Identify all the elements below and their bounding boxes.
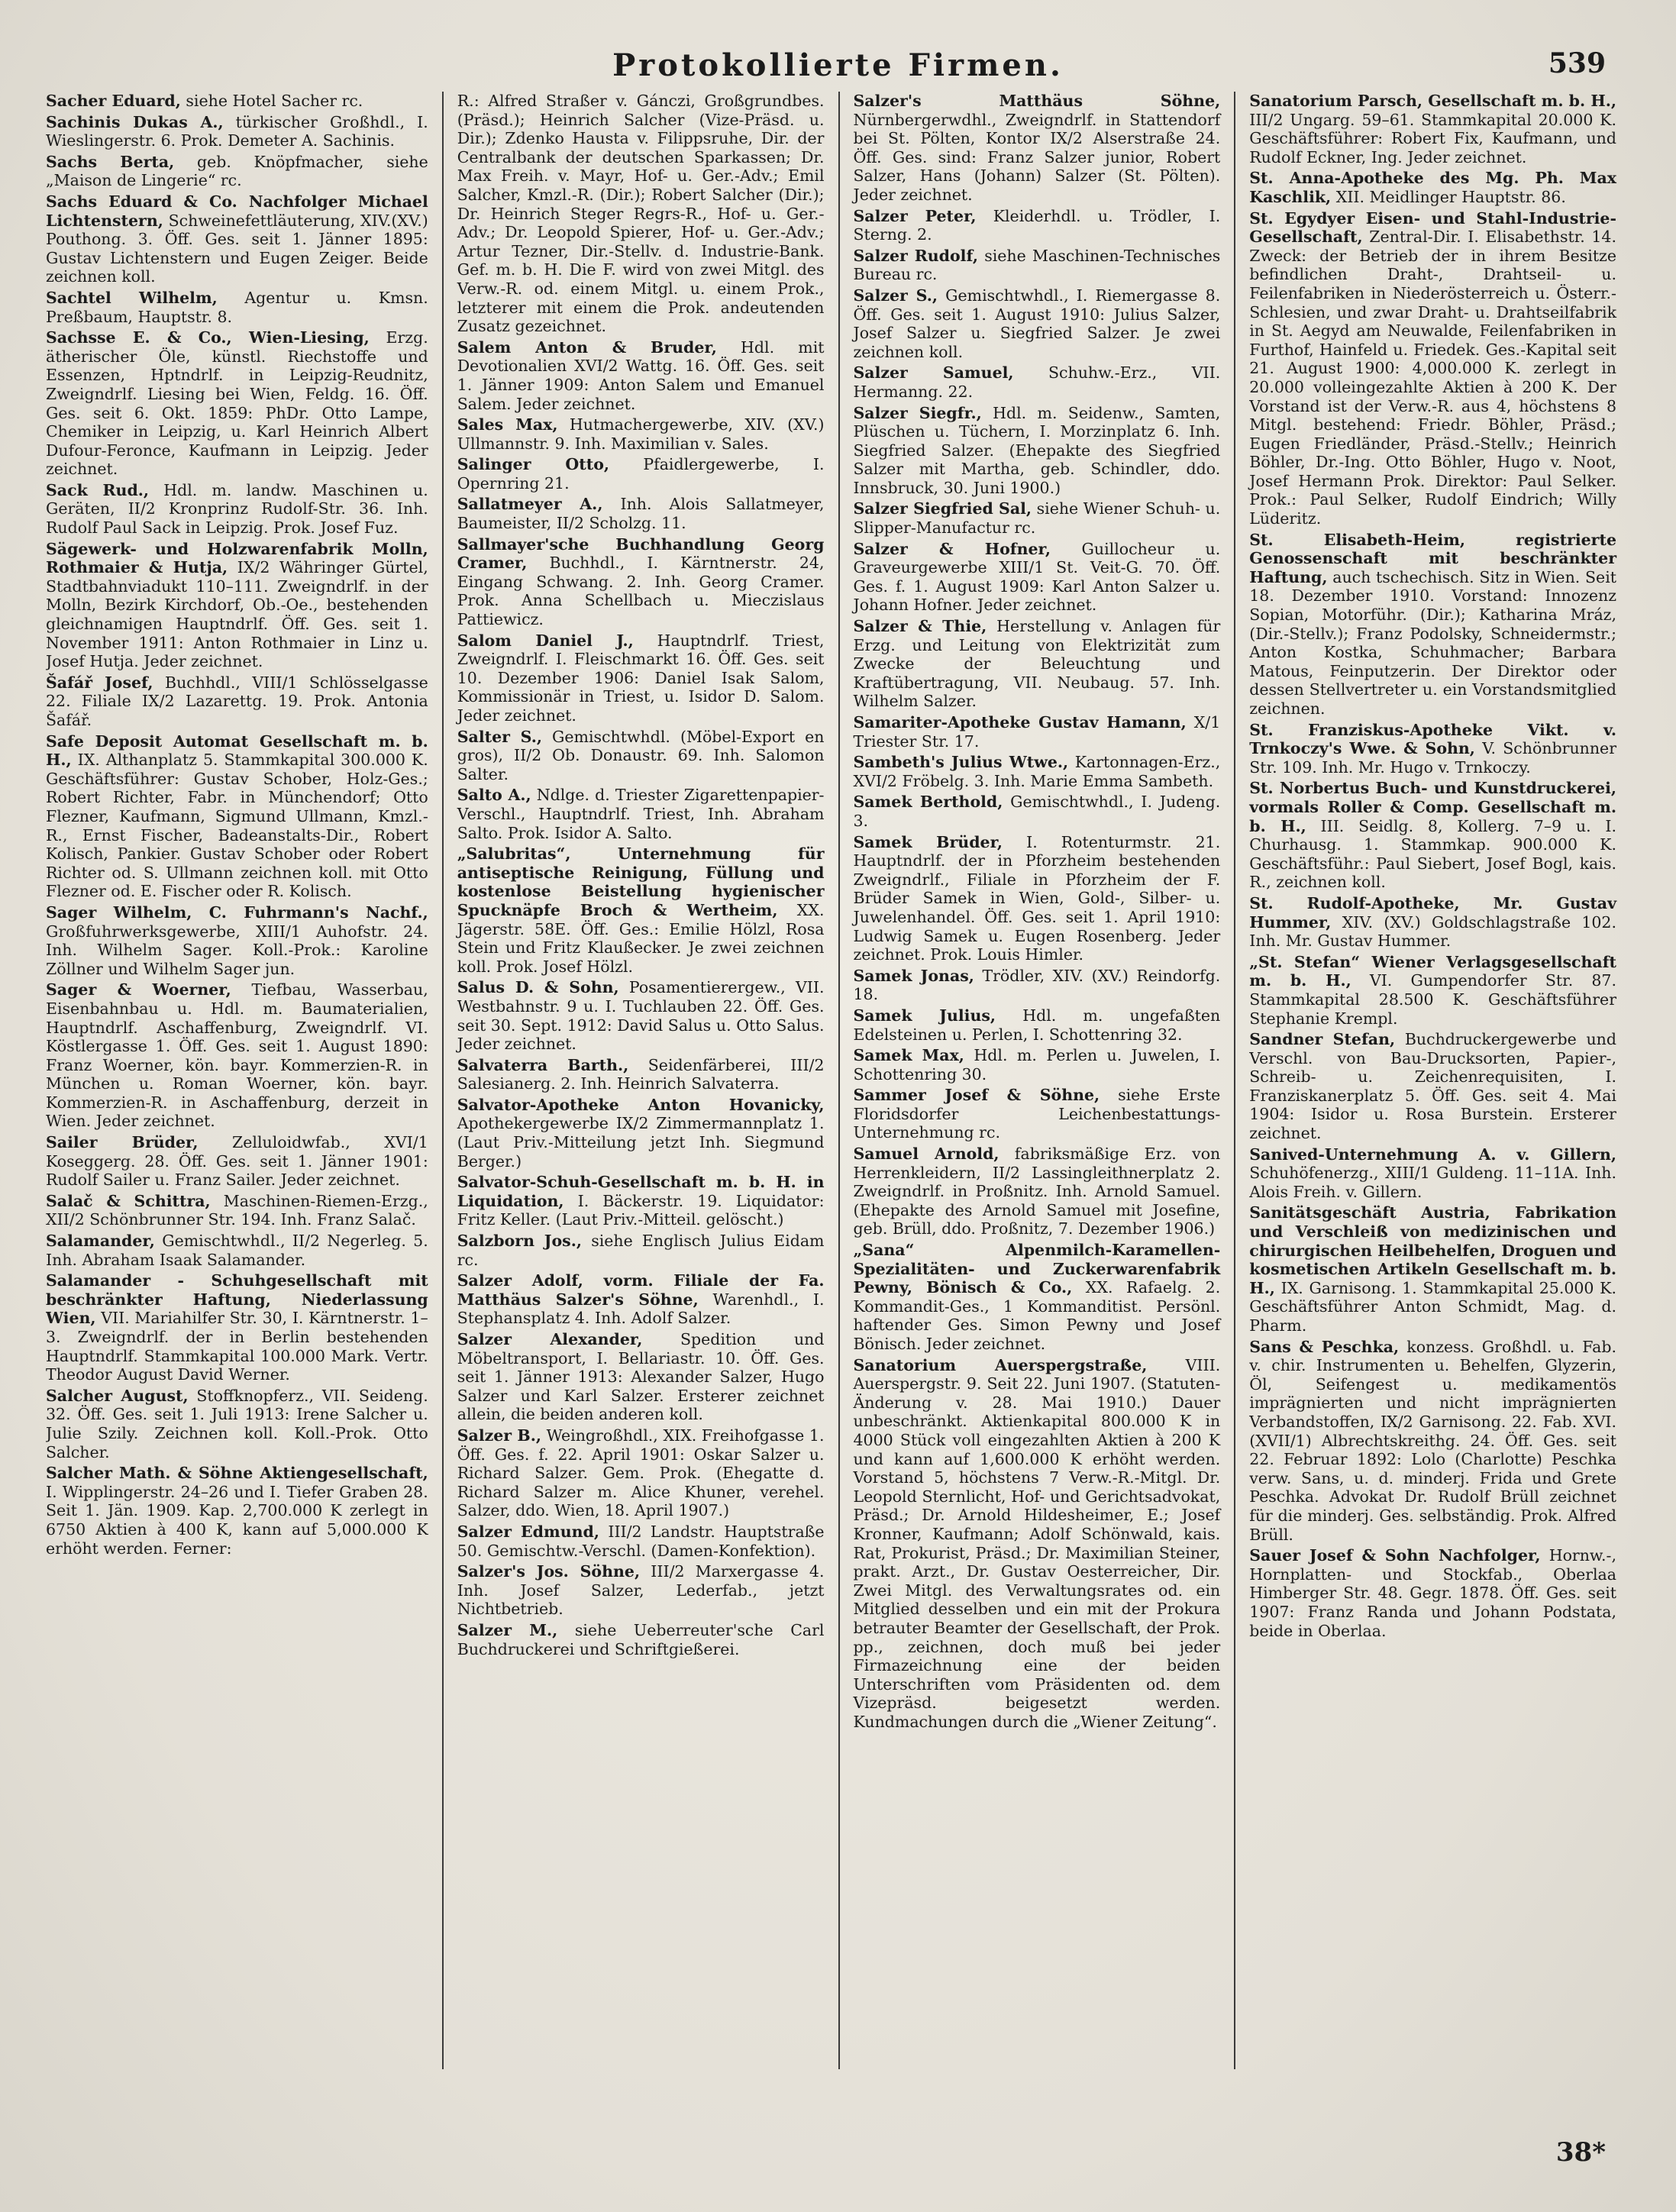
firm-details: III/2 Marxergasse 4. Inh. Josef Salzer, Lederfab., jetzt Nichtbetrieb. <box>457 1562 825 1619</box>
firm-name: Sägewerk- und Holzwarenfabrik Molln, Rothmaier & Hutja, <box>46 539 428 577</box>
firm-name: Salzer & Thie, <box>853 617 987 636</box>
firm-name: St. Anna-Apotheke des Mg. Ph. Max Kaschlik, <box>1249 169 1616 206</box>
firm-entry <box>854 1356 1221 1732</box>
firm-name: Salač & Schittra, <box>46 1191 211 1210</box>
firm-entry <box>457 415 825 453</box>
firm-entry <box>457 338 825 413</box>
firm-entry <box>854 404 1221 498</box>
firm-name: Salamander, <box>46 1232 155 1251</box>
firm-details: siehe Englisch Julius Eidam rc. <box>457 1232 825 1269</box>
firm-name: „Salubritas“, Unternehmung für antiseptische Reinigung, Füllung und kostenlose Beistellung hygienischer Spucknäpfe Broch & Wertheim, <box>457 844 825 919</box>
firm-name: Sallatmeyer A., <box>457 495 603 514</box>
firm-details: Inh. Alois Sallatmeyer, Baumeister, II/2 Scholzg. 11. <box>457 495 825 533</box>
firm-entry <box>854 247 1221 284</box>
firm-entry <box>46 980 428 1131</box>
firm-name: Sanatorium Parsch, Gesellschaft m. b. H., <box>1249 92 1616 110</box>
firm-name: Salzer Samuel, <box>853 363 1014 383</box>
firm-details: fabriksmäßige Erz. von Herrenkleidern, II/2 Lassingleithnerplatz 2. Zweigndrlf. in Proßnitz. Inh. Arnold Samuel. (Ehepakte des Arnold Samuel mit Josefine, geb. Brüll, ddo. Proßnitz, 7. Dezember 1906.) <box>853 1145 1221 1238</box>
firm-entry <box>46 481 428 538</box>
firm-details: Schuhöfenerzg., XIII/1 Guldeng. 11–11A. Inh. Alois Freih. v. Gillern. <box>1249 1164 1616 1201</box>
firm-entry <box>46 153 428 190</box>
firm-name: St. Rudolf-Apotheke, Mr. Gustav Hummer, <box>1249 893 1616 932</box>
firm-name: Sammer Josef & Söhne, <box>853 1086 1100 1105</box>
firm-details: türkischer Großhdl., I. Wieslingerstr. 6. Prok. Demeter A. Sachinis. <box>46 112 428 150</box>
firm-entry <box>1249 1203 1616 1335</box>
firm-entry <box>457 535 825 629</box>
firm-entry <box>1249 209 1616 528</box>
firm-name: Salvator-Schuh-Gesellschaft m. b. H. in Liquidation, <box>457 1173 825 1210</box>
firm-entry <box>1249 894 1616 951</box>
firm-details: Weingroßhdl., XIX. Freihofgasse 1. Öff. Ges. f. 22. April 1901: Oskar Salzer u. Richard Salzer. Gem. Prok. (Ehegatte d. Richard Salzer m. Alice Khuner, verehel. Salzer, ddo. Wien, 18. April 1907.) <box>457 1426 825 1520</box>
firm-name: Samek Max, <box>853 1046 964 1065</box>
firm-details: Gemischtwhdl., II/2 Negerleg. 5. Inh. Abraham Isaak Salamander. <box>46 1232 428 1269</box>
firm-entry <box>457 1271 825 1328</box>
firm-details: Posamentierergew., VII. Westbahnstr. 9 u. I. Tuchlauben 22. Öff. Ges. seit 30. Sept. 1912: David Salus u. Otto Salus. Jeder zeichnet. <box>457 978 825 1054</box>
firm-entry <box>854 833 1221 964</box>
firm-name: Safe Deposit Automat Gesellschaft m. b. H., <box>46 731 428 770</box>
firm-entry <box>46 1133 428 1190</box>
firm-details: XIV. (XV.) Goldschlagstraße 102. Inh. Mr. Gustav Hummer. <box>1249 912 1616 951</box>
firm-details: Gemischtwhdl., I. Riemergasse 8. Öff. Ges. seit 1. August 1910: Julius Salzer, Josef Salzer u. Siegfried Salzer. Je zwei zeichnen koll. <box>853 286 1221 361</box>
firm-name: Salto A., <box>457 786 531 805</box>
firm-name: St. Elisabeth-Heim, registrierte Genossenschaft mit beschränkter Haftung, <box>1249 530 1616 586</box>
firm-entry <box>457 1056 825 1093</box>
firm-entry <box>457 1523 825 1560</box>
firm-entry <box>457 978 825 1053</box>
firm-details: Buchdruckergewerbe und Verschl. von Bau-Drucksorten, Papier-, Schreib- u. Zeichenrequisiten, I. Franziskanerplatz 5. Öff. Ges. seit 4. Mai 1904: Isidor u. Rosa Burstein. Ersterer zeichnet. <box>1249 1030 1616 1143</box>
firm-name: Salom Daniel J., <box>457 631 634 650</box>
firm-name: Salzer Rudolf, <box>853 246 978 265</box>
firm-details: Ndlge. d. Triester Zigarettenpapier-Verschl., Hauptndrlf. Triest, Inh. Abraham Salto. Prok. Isidor A. Salto. <box>457 786 825 842</box>
firm-details: Maschinen-Riemen-Erzg., XII/2 Schönbrunner Str. 194. Inh. Franz Salač. <box>46 1191 428 1229</box>
firm-entry <box>1249 531 1616 718</box>
firm-details: IX. Althanplatz 5. Stammkapital 300.000 K. Geschäftsführer: Gustav Schober, Holz-Ges.; Robert Richter, Fabr. in Münchendorf; Otto Flezner, Kaufmann, Sigmund Ullmann, Kmzl.-R., Ernst Fischer, Badeanstalts-Dir., Robert Kolisch, Pankier. Gustav Schober oder Robert Richter od. S. Ullmann zeichnen koll. mit Otto Flezner od. E. Fischer oder R. Kolisch. <box>46 751 428 901</box>
firm-entry <box>46 192 428 286</box>
firm-entry <box>854 1145 1221 1238</box>
firm-entry <box>457 92 825 336</box>
firm-details: XII. Meidlinger Hauptstr. 86. <box>1335 187 1566 206</box>
firm-name: Sallmayer'sche Buchhandlung Georg Cramer, <box>457 534 825 573</box>
firm-entry <box>1249 1546 1616 1640</box>
firm-details: Spedition und Möbeltransport, I. Bellariastr. 10. Öff. Ges. seit 1. Jänner 1913: Alexander Salzer, Hugo Salzer und Karl Salzer. Ersterer zeichnet allein, die beiden anderen koll. <box>457 1330 825 1424</box>
firm-entry <box>854 753 1221 790</box>
firm-entry <box>457 455 825 492</box>
firm-details: Hornw.-, Hornplatten- und Stockfab., Oberlaa Himberger Str. 48. Gegr. 1878. Öff. Ges. seit 1907: Franz Randa und Johann Podstata, beide in Oberlaa. <box>1249 1546 1616 1640</box>
page-number: 539 <box>1548 47 1606 79</box>
firm-details: XX. Rafaelg. 2. Kommandit-Ges., 1 Kommanditist. Persönl. haftender Ges. Simon Pewny und Josef Bönisch. Jeder zeichnet. <box>853 1278 1221 1353</box>
firm-entry <box>457 1621 825 1658</box>
firm-details: Hauptndrlf. Triest, Zweigndrlf. I. Fleischmarkt 16. Öff. Ges. seit 10. Dezember 1906: Daniel Isak Salom, Kommissionär in Triest, u. Isidor D. Salom. Jeder zeichnet. <box>457 631 825 725</box>
page-title: Protokollierte Firmen. <box>612 47 1064 83</box>
firm-details: Gemischtwhdl. (Möbel-Export en gros), II/2 Ob. Donaustr. 69. Inh. Salomon Salter. <box>457 727 825 783</box>
firm-name: Sacher Eduard, <box>46 92 181 110</box>
firm-entry <box>457 1330 825 1424</box>
firm-entry <box>1249 779 1616 892</box>
column-2 <box>442 92 838 2069</box>
firm-details: VIII. Auerspergstr. 9. Seit 22. Juni 1907. (Statuten-Änderung v. 28. Mai 1910.) Dauer unbeschränkt. Aktienkapital 800.000 K in 4000 Stück voll eingezahlten Aktien à 200 K und kann auf 1,600.000 K erhöht werden. Vorstand 5, höchstens 7 Verw.-R.-Mitgl. Dr. Leopold Sternlicht, Hof- und Gerichtsadvokat, Präsd.; Dr. Arnold Hildesheimer, E.; Josef Kronner, Kaufmann; Adolf Schönwald, kais. Rat, Prokurist, Präsd.; Dr. Maximilian Steiner, prakt. Arzt., Dr. Gustav Oesterreicher, Dir. Zwei Mitgl. des Verwaltungsrates od. ein Mitglied desselben und ein mit der Prokura betrauter Beamter der Gesellschaft, der Prok. pp., zeichnen, doch muß bei jeder Firmazeichnung eine der beiden Unterschriften vom Präsidenten od. dem Vizepräsd. beigesetzt werden. Kundmachungen durch die „Wiener Zeitung“. <box>853 1355 1221 1731</box>
firm-entry <box>854 1006 1221 1044</box>
firm-details: X/1 Triester Str. 17. <box>853 713 1221 751</box>
firm-name: Salzer M., <box>457 1620 558 1639</box>
firm-entry <box>854 207 1221 244</box>
firm-name: Samuel Arnold, <box>853 1145 999 1164</box>
firm-details: Nürnbergerwdhl., Zweigndrlf. in Stattendorf bei St. Pölten, Kontor IX/2 Alserstraße 24. Öff. Ges. sind: Franz Salzer junior, Robert Salzer, Hans (Johann) Salzer (St. Pölten). Jeder zeichnet. <box>853 110 1221 204</box>
firm-details: Zentral-Dir. I. Elisabethstr. 14. Zweck: der Betrieb der in ihrem Besitze befindlichen Draht-, Drahtseil- u. Feilenfabriken in Niederösterreich u. Österr.-Schlesien, und zwar Draht- u. Drahtseilfabrik in St. Aegyd am Neuwalde, Feilenfabriken in Furthof, Hainfeld u. Friedek. Ges.-Kapital seit 21. August 1900: 4,000.000 K. zerlegt in 20.000 volleingezahlte Aktien à 200 K. Der Vorstand ist der Verw.-R. aus 4, höchstens 8 Mitgl. bestehend: Friedr. Böhler, Präsd.; Eugen Friedländer, Präsd.-Stellv.; Heinrich Böhler, Dr.-Ing. Otto Böhler, Hugo v. Noot, Josef Hermann Prok. Direktor: Paul Selker. Prok.: Paul Selker, Rudolf Eindrich; Willy Lüderitz. <box>1249 228 1616 528</box>
firm-details: Kleiderhdl. u. Trödler, I. Sterng. 2. <box>853 206 1221 244</box>
firm-name: Sachinis Dukas A., <box>46 112 224 131</box>
firm-details: Stoffknopferz., VII. Seideng. 32. Öff. Ges. seit 1. Juli 1913: Irene Salcher u. Julie Szily. Zeichnen koll. Koll.-Prok. Otto Salcher. <box>46 1386 428 1461</box>
firm-name: Sandner Stefan, <box>1249 1030 1396 1049</box>
firm-name: Salzer Siegfried Sal, <box>853 499 1032 518</box>
firm-entry <box>457 631 825 725</box>
firm-details: Seidenfärberei, III/2 Salesianerg. 2. Inh. Heinrich Salvaterra. <box>457 1055 825 1093</box>
firm-name: „Sana“ Alpenmilch-Karamellen-Spezialitäten- und Zuckerwarenfabrik Pewny, Bönisch & Co., <box>853 1241 1221 1297</box>
firm-name: Sack Rud., <box>46 480 150 499</box>
firm-entry <box>1249 1030 1616 1143</box>
firm-name: Salzer B., <box>457 1426 541 1445</box>
firm-entry <box>854 713 1221 751</box>
firm-details: Hdl. m. Seidenw., Samten, Plüschen u. Tüchern, I. Morzinplatz 6. Inh. Siegfried Salzer. (Ehepakte des Siegfried Salzer mit Martha, geb. Schindler, ddo. Innsbruck, 30. Juni 1900.) <box>853 403 1221 497</box>
firm-name: St. Egydyer Eisen- und Stahl-Industrie-Gesellschaft, <box>1249 208 1616 247</box>
firm-entry <box>854 540 1221 615</box>
firm-details: Hdl. m. ungefaßten Edelsteinen u. Perlen, I. Schottenring 32. <box>853 1006 1221 1044</box>
firm-name: Salzer Alexander, <box>457 1330 643 1348</box>
firm-entry <box>46 1464 428 1558</box>
firm-details: I. Rotenturmstr. 21. Hauptndrlf. der in Pforzheim bestehenden Zweigndrlf., Filiale in Pforzheim der F. Brüder Samek in Wien, Gold-, Silber- u. Juwelenhandel. Öff. Ges. seit 1. April 1910: Ludwig Samek u. Eugen Rosenberg. Jeder zeichnet. Prok. Louis Himler. <box>853 832 1221 964</box>
firm-name: Sager Wilhelm, C. Fuhrmann's Nachf., <box>46 903 428 922</box>
firm-name: Salzer & Hofner, <box>853 539 1051 558</box>
firm-name: St. Norbertus Buch- und Kunstdruckerei, vormals Roller & Comp. Gesellschaft m. b. H., <box>1249 779 1616 835</box>
firm-name: „St. Stefan“ Wiener Verlagsgesellschaft m. b. H., <box>1249 952 1616 990</box>
firm-details: Buchhdl., I. Kärntnerstr. 24, Eingang Schwang. 2. Inh. Georg Cramer. Prok. Anna Schellbach u. Mieczislaus Pattiewicz. <box>457 554 825 629</box>
firm-entry <box>46 328 428 479</box>
firm-details: siehe Erste Floridsdorfer Leichenbestattungs-Unternehmung rc. <box>853 1086 1221 1142</box>
firm-entry <box>457 1562 825 1619</box>
firm-name: Salzborn Jos., <box>457 1232 582 1251</box>
firm-entry <box>1249 721 1616 777</box>
firm-name: Samek Julius, <box>853 1006 996 1025</box>
firm-details: Tiefbau, Wasserbau, Eisenbahnbau u. Hdl. m. Baumaterialien, Hauptndrlf. Aschaffenburg, Zweigndrlf. VI. Köstlergasse 1. Öff. Ges. seit 1. August 1890: Franz Woerner, kön. bayr. Kommerzien-R. in München u. Roman Woerner, kön. bayr. Kommerzien-R. in Aschaffenburg, derzeit in Wien. Jeder zeichnet. <box>46 980 428 1131</box>
firm-details: IX. Garnisong. 1. Stammkapital 25.000 K. Geschäftsführer Anton Schmidt, Mag. d. Pharm. <box>1249 1278 1616 1335</box>
firm-name: Salus D. & Sohn, <box>457 978 619 997</box>
firm-details: Großfuhrwerksgewerbe, XIII/1 Auhofstr. 24. Inh. Wilhelm Sager. Koll.-Prok.: Karoline Zöllner und Wilhelm Sager jun. <box>46 922 428 978</box>
firm-details: Gemischtwhdl., I. Judeng. 3. <box>853 793 1221 830</box>
firm-entry <box>46 289 428 326</box>
firm-name: Sans & Peschka, <box>1249 1337 1400 1356</box>
firm-details: XX. Jägerstr. 58E. Öff. Ges.: Emilie Hölzl, Rosa Stein und Fritz Klaußecker. Je zwei zeichnen koll. Prok. Josef Hölzl. <box>457 900 825 976</box>
firm-name: Sachs Berta, <box>46 152 175 171</box>
firm-entry <box>46 1271 428 1384</box>
firm-details: VII. Mariahilfer Str. 30, I. Kärntnerstr. 1–3. Zweigndrlf. der in Berlin bestehenden Hauptndrlf. Stammkapital 100.000 Mark. Vertr. Theodor August David Werner. <box>46 1309 428 1384</box>
firm-entry <box>854 499 1221 537</box>
firm-entry <box>457 786 825 842</box>
firm-name: Samariter-Apotheke Gustav Hamann, <box>853 713 1187 731</box>
firm-details: Warenhdl., I. Stephansplatz 4. Inh. Adolf Salzer. <box>457 1290 825 1328</box>
firm-entry <box>457 728 825 784</box>
firm-entry <box>46 92 428 111</box>
firm-details: Hdl. mit Devotionalien XVI/2 Wattg. 16. Öff. Ges. seit 1. Jänner 1909: Anton Salem und Emanuel Salem. Jeder zeichnet. <box>457 337 825 413</box>
column-3 <box>838 92 1235 2069</box>
firm-name: Sachsse E. & Co., Wien-Liesing, <box>46 328 370 347</box>
firm-name: Salvator-Apotheke Anton Hovanicky, <box>457 1095 825 1114</box>
firm-name: Salcher Math. & Söhne Aktiengesellschaft, <box>46 1464 428 1483</box>
firm-details: V. Schönbrunner Str. 109. Inh. Mr. Hugo v. Trnkoczy. <box>1249 739 1616 777</box>
firm-entry <box>1249 1145 1616 1202</box>
firm-details: siehe Wiener Schuh- u. Slipper-Manufactur rc. <box>853 499 1221 538</box>
firm-entry <box>457 1426 825 1520</box>
firm-details: geb. Knöpfmacher, siehe „Maison de Lingerie“ rc. <box>46 152 428 190</box>
firm-details: I. Wipplingerstr. 24–26 und I. Tiefer Graben 28. Seit 1. Jän. 1909. Kap. 2,700.000 K zerlegt in 6750 Aktien à 400 K, kann auf 5,000.000 K erhöht werden. Ferner: <box>46 1482 428 1558</box>
firm-details: IX/2 Währinger Gürtel, Stadtbahnviadukt 110–111. Zweigndrlf. in der Molln, Bezirk Kirchdorf, Ob.-Oe., bestehenden gleichnamigen Hauptndrlf. Öff. Ges. seit 1. November 1911: Anton Rothmaier in Linz u. Josef Hutja. Jeder zeichnet. <box>46 558 428 671</box>
firm-details: Hdl. m. Perlen u. Juwelen, I. Schottenring 30. <box>853 1046 1221 1083</box>
firm-entry <box>1249 953 1616 1028</box>
firm-name: Sauer Josef & Sohn Nachfolger, <box>1249 1546 1541 1565</box>
firm-details: konzess. Großhdl. u. Fab. v. chir. Instrumenten u. Behelfen, Glyzerin, Öl, Seifengest u. medikamentös imprägnierten und nicht imprägnierten Verbandstoffen, IX/2 Garnisong. 22. Fab. XVI. (XVII/1) Albrechtskreithg. 24. Öff. Ges. seit 22. Februar 1892: Lolo (Charlotte) Peschka verw. Sans, u. d. minderj. Frida und Grete Peschka. Advokat Dr. Rudolf Brüll zeichnet für die minderj. Ges. selbständig. Prok. Alfred Brüll. <box>1249 1337 1616 1544</box>
firm-name: Šafář Josef, <box>46 673 153 692</box>
firm-entry <box>457 844 825 976</box>
firm-details: siehe Hotel Sacher rc. <box>186 92 363 110</box>
firm-name: St. Franziskus-Apotheke Vikt. v. Trnkoczy's Wwe. & Sohn, <box>1249 720 1616 758</box>
firm-name: Sambeth's Julius Wtwe., <box>853 753 1069 772</box>
firm-details: siehe Ueberreuter'sche Carl Buchdruckerei und Schriftgießerei. <box>457 1620 825 1658</box>
firm-name: Sales Max, <box>457 415 558 434</box>
firm-name: Samek Berthold, <box>853 793 1003 812</box>
firm-entry <box>46 1387 428 1461</box>
firm-entry <box>854 363 1221 401</box>
firm-details: Kartonnagen-Erz., XVI/2 Fröbelg. 3. Inh. Marie Emma Sambeth. <box>853 753 1221 790</box>
firm-details: Erzg. ätherischer Öle, künstl. Riechstoffe und Essenzen, Hptndrlf. in Leipzig-Reudnitz, Zweigndrlf. Liesing bei Wien, Feldg. 16. Öff. Ges. seit 6. Okt. 1859: PhDr. Otto Lampe, Chemiker in Leipzig, u. Karl Heinrich Albert Dufour-Feronce, Kaufmann in Leipzig. Jeder zeichnet. <box>46 328 428 479</box>
firm-details: R.: Alfred Straßer v. Gánczi, Großgrundbes. (Präsd.); Heinrich Salcher (Vize-Präsd. u. Dir.); Zdenko Hausta v. Filippsruhe, Dir. der Centralbank der deutschen Sparkassen; Dr. Max Freih. v. Mayr, Hof- u. Ger.-Adv.; Emil Salcher, Kmzl.-R. (Dir.); Robert Salcher (Dir.); Dr. Heinrich Steger Regrs-R., Hof- u. Ger.-Adv.; Dr. Leopold Spierer, Hof- u. Ger.-Adv.; Artur Tezner, Dir.-Stellv. d. Industrie-Bank. Gef. m. b. H. Die F. wird von zwei Mitgl. des Verw.-R. od. einem Mitgl. u. einem Prok., letzterer mit einem die Prok. andeutenden Zusatz gezeichnet. <box>457 92 825 336</box>
firm-entry <box>457 1232 825 1269</box>
firm-details: III/2 Landstr. Hauptstraße 50. Gemischtw.-Verschl. (Damen-Konfektion). <box>457 1522 825 1560</box>
firm-name: Salcher August, <box>46 1386 189 1405</box>
firm-name: Salem Anton & Bruder, <box>457 337 717 357</box>
column-1 <box>46 92 442 2069</box>
firm-details: Zelluloidwfab., XVI/1 Koseggerg. 28. Öff. Ges. seit 1. Jänner 1901: Rudolf Sailer u. Franz Sailer. Jeder zeichnet. <box>46 1133 428 1190</box>
firm-details: Hutmachergewerbe, XIV. (XV.) Ullmannstr. 9. Inh. Maximilian v. Sales. <box>457 415 825 453</box>
firm-name: Sachs Eduard & Co. Nachfolger Michael Lichtenstern, <box>46 192 428 230</box>
firm-entry <box>46 903 428 978</box>
firm-entry <box>46 113 428 150</box>
firm-name: Salamander - Schuhgesellschaft mit beschränkter Haftung, Niederlassung Wien, <box>46 1271 428 1328</box>
firm-details: Trödler, XIV. (XV.) Reindorfg. 18. <box>853 966 1221 1004</box>
firm-details: siehe Maschinen-Technisches Bureau rc. <box>853 246 1221 284</box>
firm-entry <box>1249 92 1616 166</box>
firm-entry <box>46 1232 428 1269</box>
firm-name: Salzer's Jos. Söhne, <box>457 1562 641 1581</box>
firm-details: auch tschechisch. Sitz in Wien. Seit 18. Dezember 1910. Vorstand: Innozenz Sopian, Motorführ. (Dir.); Katharina Mráz, (Dir.-Stellv.); Franz Podolsky, Schneidermstr.; Anton Kostka, Schuhmacher; Barbara Matous, Feinputzerin. Der Direktor oder dessen Stellvertreter u. ein Vorstandsmitglied zeichnen. <box>1249 567 1616 718</box>
firm-name: Salzer's Matthäus Söhne, <box>853 92 1221 110</box>
firm-details: Pfaidlergewerbe, I. Opernring 21. <box>457 455 825 492</box>
firm-name: Samek Brüder, <box>853 832 1003 851</box>
firm-entry <box>457 1173 825 1229</box>
firm-details: Agentur u. Kmsn. Preßbaum, Hauptstr. 8. <box>46 288 428 326</box>
firm-name: Salvaterra Barth., <box>457 1055 629 1074</box>
firm-details: Schuhw.-Erz., VII. Hermanng. 22. <box>853 363 1221 401</box>
firm-details: Schweinefettläuterung, XIV.(XV.) Pouthong. 3. Öff. Ges. seit 1. Jänner 1895: Gustav Lichtenstern und Eugen Zeiger. Beide zeichnen koll. <box>46 211 428 286</box>
firm-entry <box>46 673 428 730</box>
firm-entry <box>854 1046 1221 1083</box>
firm-details: Buchhdl., VIII/1 Schlösselgasse 22. Filiale IX/2 Lazarettg. 19. Prok. Antonia Šafář. <box>46 673 428 729</box>
firm-name: Salzer Edmund, <box>457 1522 599 1541</box>
firm-name: Sanitätsgeschäft Austria, Fabrikation und Verschleiß von medizinischen und chirurgischen Heilbehelfen, Droguen und kosmetischen Artikeln Gesellschaft m. b. H., <box>1249 1203 1616 1297</box>
firm-name: Salzer Peter, <box>853 206 977 225</box>
firm-details: Guillocheur u. Graveurgewerbe XIII/1 St. Veit-G. 70. Öff. Ges. f. 1. August 1909: Karl Anton Salzer u. Johann Hofner. Jeder zeichnet. <box>853 539 1221 615</box>
firm-name: Salzer Siegfr., <box>853 403 982 422</box>
firm-entry <box>854 286 1221 361</box>
firm-entry <box>854 1086 1221 1142</box>
firm-entry <box>854 967 1221 1004</box>
firm-entry <box>854 793 1221 830</box>
firm-entry <box>457 495 825 532</box>
firm-entry <box>46 732 428 901</box>
firm-details: I. Bäckerstr. 19. Liquidator: Fritz Keller. (Laut Priv.-Mitteil. gelöscht.) <box>457 1191 825 1229</box>
firm-details: Apothekergewerbe IX/2 Zimmermannplatz 1. (Laut Priv.-Mitteilung jetzt Inh. Siegmund Berger.) <box>457 1114 825 1171</box>
column-4 <box>1234 92 1630 2069</box>
firm-name: Salinger Otto, <box>457 455 610 474</box>
firm-entry <box>1249 169 1616 206</box>
firm-name: Sanived-Unternehmung A. v. Gillern, <box>1249 1145 1616 1164</box>
firm-name: Sanatorium Auerspergstraße, <box>853 1355 1148 1374</box>
firm-entry <box>46 1192 428 1229</box>
firm-name: Salzer Adolf, vorm. Filiale der Fa. Matthäus Salzer's Söhne, <box>457 1271 825 1309</box>
firm-name: Salter S., <box>457 727 542 746</box>
firm-name: Sachtel Wilhelm, <box>46 288 218 307</box>
sheet-signature: 38* <box>1555 2137 1606 2168</box>
firm-entry <box>854 92 1221 205</box>
firm-details: III. Seidlg. 8, Kollerg. 7–9 u. I. Churhausg. 1. Stammkap. 900.000 K. Geschäftsführ.: Paul Siebert, Josef Bogl, kais. R., zeichnen koll. <box>1249 816 1616 892</box>
firm-details: III/2 Ungarg. 59–61. Stammkapital 20.000 K. Geschäftsführer: Robert Fix, Kaufmann, und Rudolf Eckner, Ing. Jeder zeichnet. <box>1249 110 1616 166</box>
firm-name: Samek Jonas, <box>853 966 974 985</box>
firm-entry <box>854 617 1221 711</box>
columns-container <box>46 92 1630 2069</box>
firm-entry <box>1249 1338 1616 1545</box>
firm-name: Sager & Woerner, <box>46 980 231 999</box>
firm-details: VI. Gumpendorfer Str. 87. Stammkapital 28.500 K. Geschäftsführer Stephanie Krempl. <box>1249 971 1616 1028</box>
firm-name: Salzer S., <box>853 286 938 305</box>
firm-details: Herstellung v. Anlagen für Erzg. und Leitung von Elektrizität zum Zwecke der Beleuchtung und Kraftübertragung, VII. Neubaug. 57. Inh. Wilhelm Salzer. <box>853 617 1221 711</box>
firm-entry <box>854 1241 1221 1354</box>
firm-entry <box>46 540 428 671</box>
firm-details: Hdl. m. landw. Maschinen u. Geräten, II/2 Kronprinz Rudolf-Str. 36. Inh. Rudolf Paul Sack in Leipzig. Prok. Josef Fuz. <box>46 480 428 538</box>
firm-name: Sailer Brüder, <box>46 1133 199 1152</box>
firm-entry <box>457 1096 825 1171</box>
